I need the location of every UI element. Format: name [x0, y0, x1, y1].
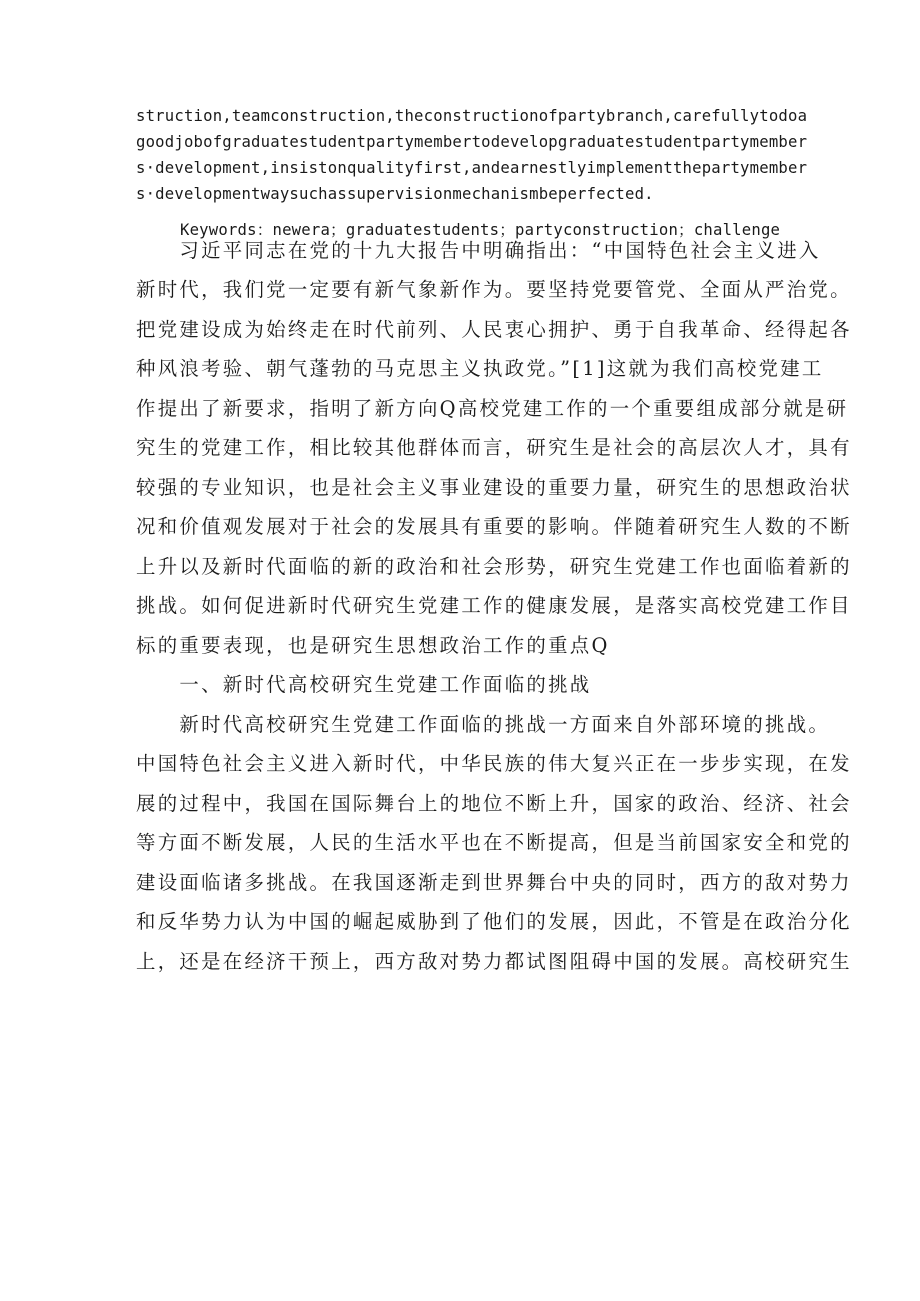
body-line: 和反华势力认为中国的崛起威胁到了他们的发展，因此，不管是在政治分化	[136, 910, 852, 933]
abstract-line: s·developmentwaysuchassupervisionmechanismbeperfected.	[136, 185, 654, 203]
abstract-line: goodjobofgraduatestudentpartymembertodevelopgraduatestudentpartymember	[136, 133, 808, 151]
section-heading: 一、新时代高校研究生党建工作面临的挑战	[136, 673, 592, 696]
body-line: 上，还是在经济干预上，西方敌对势力都试图阻碍中国的发展。高校研究生	[136, 950, 852, 973]
body-line: 上升以及新时代面临的新的政治和社会形势，研究生党建工作也面临着新的	[136, 555, 852, 578]
abstract-english-tail	[136, 103, 808, 207]
abstract-line: struction,teamconstruction,theconstructionofpartybranch,carefullytodoa	[136, 107, 808, 125]
body-line: 等方面不断发展，人民的生活水平也在不断提高，但是当前国家安全和党的	[136, 831, 852, 854]
body-line: 标的重要表现，也是研究生思想政治工作的重点Q	[136, 634, 610, 657]
abstract-line: s·development,insistonqualityfirst,andearnestlyimplementthepartymember	[136, 159, 808, 177]
body-line: 况和价值观发展对于社会的发展具有重要的影响。伴随着研究生人数的不断	[136, 515, 852, 538]
body-line: 把党建设成为始终走在时代前列、人民衷心拥护、勇于自我革命、经得起各	[136, 318, 852, 341]
body-line: 建设面临诸多挑战。在我国逐渐走到世界舞台中央的同时，西方的敌对势力	[136, 871, 852, 894]
body-line: 挑战。如何促进新时代研究生党建工作的健康发展，是落实高校党建工作目	[136, 594, 852, 617]
body-line: 作提出了新要求，指明了新方向Q高校党建工作的一个重要组成部分就是研	[136, 397, 849, 420]
body-line: 种风浪考验、朝气蓬勃的马克思主义执政党。”[1]这就为我们高校党建工	[136, 357, 824, 380]
body-line: 究生的党建工作，相比较其他群体而言，研究生是社会的高层次人才，具有	[136, 436, 852, 459]
body-line: 新时代，我们党一定要有新气象新作为。要坚持党要管党、全面从严治党。	[136, 278, 852, 301]
body-line: 展的过程中，我国在国际舞台上的地位不断上升，国家的政治、经济、社会	[136, 792, 852, 815]
body-line: 较强的专业知识，也是社会主义事业建设的重要力量，研究生的思想政治状	[136, 476, 852, 499]
keywords-line: Keywords：newera；graduatestudents；partyconstruction；challenge	[180, 221, 781, 239]
body-line: 新时代高校研究生党建工作面临的挑战一方面来自外部环境的挑战。	[136, 713, 831, 736]
body-line: 中国特色社会主义进入新时代，中华民族的伟大复兴正在一步步实现，在发	[136, 752, 852, 775]
body-line: 习近平同志在党的十九大报告中明确指出：“中国特色社会主义进入	[136, 239, 821, 262]
